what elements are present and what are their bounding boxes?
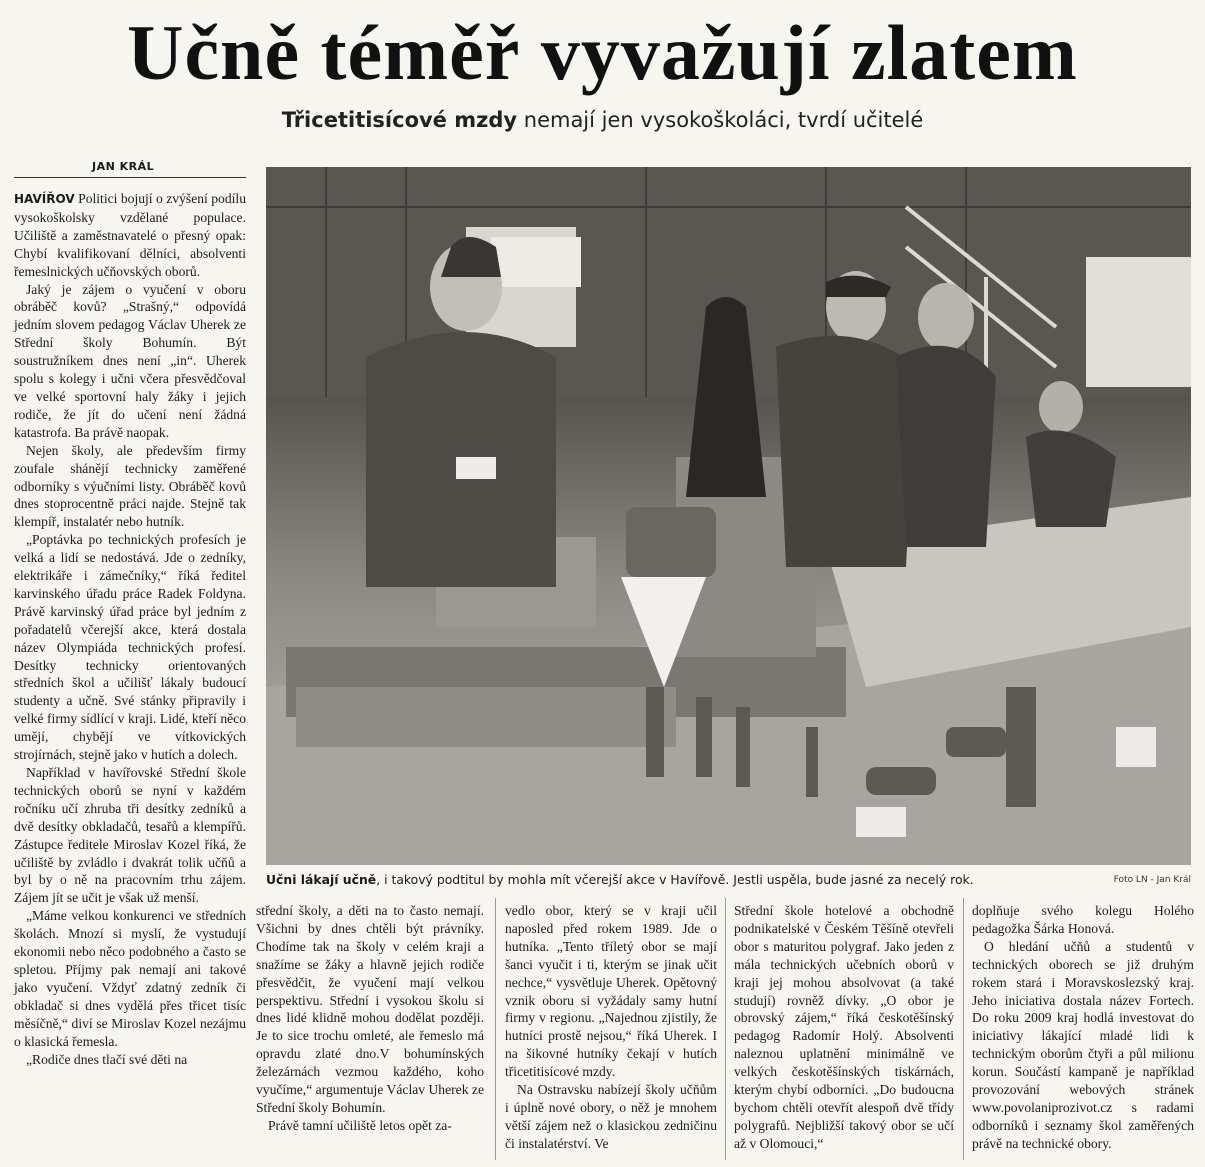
byline: JAN KRÁL: [92, 160, 155, 173]
dateline: HAVÍŘOV: [14, 192, 75, 206]
paragraph: „Poptávka po technických profesích je velká a lidí se nedostává. Jde o zedníky, elektrikáře i zámečníky,“ říká ředitel karvinského úřadu práce Radek Foldyna. Právě karvinský úřad práce byl jedním z pořadatelů včerejší akce, která dostala název Olympiáda technických profesí. Desítky technicky orientovaných středních škol a učilišť lákaly budoucí studenty a učně. Své stánky připravily i velké firmy sídlící v kraji. Lidé, kteří něco umějí, chybějí ve vítkovických strojírnách, stejně jako v hutích a dolech.: [14, 532, 246, 763]
photo-caption: [266, 872, 1191, 887]
photo-credit: Foto LN - Jan Král: [1113, 875, 1191, 885]
paragraph: Nejen školy, ale především firmy zoufale shánějí technicky zaměřené odborníky s výučními listy. Obráběč kovů dnes stoprocentně práci najde. Stejně tak klempíř, instalatér nebo hutník.: [14, 442, 246, 530]
article-column-3: [505, 902, 717, 1153]
paragraph: Například v havířovské Střední škole technických oborů se nyní v každém ročníku učí zhruba tři desítky zedníků a dvě desítky obkladačů, tesařů a klempířů. Zástupce ředitele Miroslav Kozel říká, že učiliště by zvládlo i dvakrát tolik učňů a byl by o ně na pracovním trhu zájem. Zájem jít se učit je však už menší.: [14, 765, 246, 906]
subheadline: [0, 108, 1205, 132]
column-divider: [495, 898, 496, 1160]
caption-bold: Učni lákají učně: [266, 872, 377, 887]
paragraph: Právě tamní učiliště letos opět za-: [268, 1117, 452, 1133]
paragraph: doplňuje svého kolegu Holého pedagožka Šárka Honová.: [972, 903, 1194, 936]
paragraph: Jaký je zájem o vyučení v oboru obráběč kovů? „Strašný,“ odpovídá jedním slovem pedagog Václav Uherek ze Střední školy Bohumín. Být soustružníkem dnes není „in“. Uherek spolu s kolegy i učni včera přesvědčoval ve velké sportovní haly žáky i jejich rodiče, že jít do učení není žádná katastrofa. Ba právě naopak.: [14, 281, 246, 440]
paragraph: střední školy, a děti na to často nemají. Všichni by dnes chtěli být právníky. Chodíme tak na školy v celém kraji a snažíme se žáky a hlavně jejich rodiče přesvědčit, že vyučení mají velkou perspektivu. Střední i vysokou školu si dnes lidé klidně mohou dodělat později. Je to sice trochu omleté, ale řemeslo má opravdu zlaté dno.V bohumínských železárnách vezmou každého, koho vyučíme,“ argumentuje Václav Uherek ze Střední školy Bohumín.: [256, 903, 484, 1115]
article-column-2: [256, 902, 484, 1135]
workshop-illustration: [266, 167, 1191, 865]
article-column-5: [972, 902, 1194, 1153]
paragraph: „Máme velkou konkurenci ve středních školách. Mnozí si myslí, že vystudují ekonomii nebo něco podobného a často se spletou. Příjmy pak nemají ani takové jako vyučení. Vždyť zdatný zedník či obkladač si dnes vydělá přes třicet tisíc měsíčně,“ diví se Miroslav Kozel nezájmu o klasická řemesla.: [14, 908, 246, 1049]
paragraph: „Rodiče dnes tlačí své děti na: [26, 1051, 188, 1067]
paragraph-text: Politici bojují o zvýšení podílu vysokoškolsky vzdělané populace. Učiliště a zaměstnavatelé o přesný opak: Chybí kvalifikovaní dělníci, absolventi řemeslnických učňovských oborů.: [14, 191, 246, 279]
paragraph: Na Ostravsku nabízejí školy učňům i úplně nové obory, o něž je mnohem větší zájem než o klasickou zedničinu či instalatérství. Ve: [505, 1082, 717, 1151]
article-column-1: [14, 190, 246, 1068]
column-divider: [725, 898, 726, 1160]
article-photo: [266, 167, 1191, 865]
byline-rule: [14, 177, 246, 178]
paragraph: Střední škole hotelové a obchodně podnikatelské v Českém Těšíně otevřeli obor s maturitou polygraf. Jako jeden z mála technických učebních oborů v kraji jej mohou absolvovat (a také studují) rovněž dívky. „O obor je obrovský zájem,“ říká českotěšínský pedagog Radomír Holý. Absolventi naleznou uplatnění minimálně ve velkých českotěšínských tiskárnách, kterým chybí odborníci. „Do budoucna bychom chtěli otevřít alespoň dvě třídy polygrafů. Nejbližší takový obor se učí až v Olomouci,“: [734, 903, 954, 1151]
paragraph: vedlo obor, který se v kraji učil naposled před rokem 1989. Jde o hutníka. „Tento tříletý obor se mají šanci vyučit i ti, kterým se jinak učit nechce,“ vysvětluje Uherek. Opětovný vznik oboru si vyžádaly samy hutní firmy v regionu. „Najednou zjistily, že hutníci prostě nejsou,“ říká Uherek. I na šikovné hutníky čekají v hutích třicetitisícové mzdy.: [505, 903, 717, 1080]
article-column-4: [734, 902, 954, 1153]
subheadline-rest: nemají jen vysokoškoláci, tvrdí učitelé: [517, 108, 924, 132]
paragraph: [14, 190, 246, 281]
caption-text: , i takový podtitul by mohla mít včerejší akce v Havířově. Jestli uspěla, bude jasné za necelý rok.: [376, 872, 974, 887]
subheadline-bold: Třicetitisícové mzdy: [281, 108, 518, 132]
paragraph: O hledání učňů a studentů v technických oborech se již druhým rokem stará i Moravskoslezský kraj. Jeho iniciativa dostala název Fortech. Do roku 2009 kraj hodlá investovat do iniciativy lákající mladé lidi k technickým oborům čtyři a půl milionu korun. Součástí kampaně je například provozování webových stránek www.povolaniprozivot.cz s radami odborníků i seznamy škol zaměřených právě na technické obory.: [972, 938, 1194, 1151]
column-divider: [963, 898, 964, 1160]
headline: Učně téměř vyvažují zlatem: [127, 9, 1078, 96]
